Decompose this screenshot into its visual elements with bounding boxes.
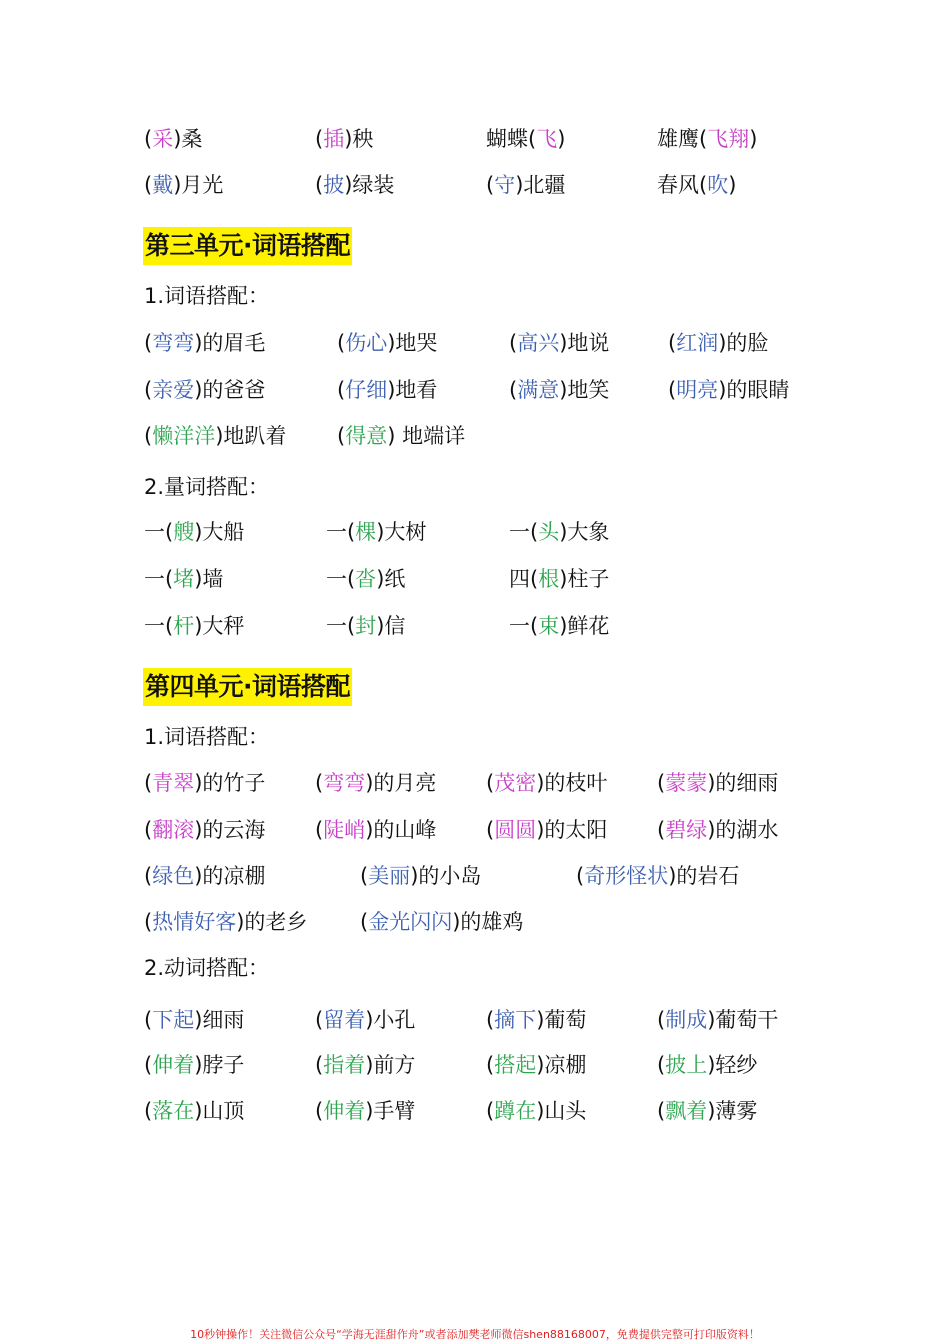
match-item: 雄鹰(飞翔)	[657, 127, 758, 151]
match-item: (圆圆)的太阳	[486, 818, 608, 842]
match-item: 一(杆)大秤	[144, 614, 245, 638]
unit4-verb-row	[0, 1096, 950, 1126]
unit3-heading: 第三单元·词语搭配	[143, 227, 352, 265]
match-item: 一(堵)墙	[144, 567, 224, 591]
match-item: (搭起)凉棚	[486, 1053, 587, 1077]
unit4-word-row	[0, 815, 950, 845]
match-item: (伸着)脖子	[144, 1053, 245, 1077]
match-item: (伤心)地哭	[337, 331, 438, 355]
match-item: 四(根)柱子	[509, 567, 610, 591]
match-item: (亲爱)的爸爸	[144, 378, 266, 402]
match-item: 一(束)鲜花	[509, 614, 610, 638]
match-item: (满意)地笑	[509, 378, 610, 402]
match-item: (指着)前方	[315, 1053, 416, 1077]
unit4-verb-row	[0, 1050, 950, 1080]
unit4-verb-row	[0, 1005, 950, 1035]
match-item: 一(艘)大船	[144, 520, 245, 544]
match-item: (插)秧	[315, 127, 374, 151]
match-item: 一(封)信	[326, 614, 406, 638]
match-item: (留着)小孔	[315, 1008, 416, 1032]
match-item: (仔细)地看	[337, 378, 438, 402]
match-item: (得意) 地端详	[337, 424, 466, 448]
unit4-word-row	[0, 861, 950, 891]
match-item: 蝴蝶(飞)	[486, 127, 566, 151]
match-item: (陡峭)的山峰	[315, 818, 437, 842]
match-item: (美丽)的小岛	[360, 864, 482, 888]
match-item: (热情好客)的老乡	[144, 910, 308, 934]
unit3-word-match-label: 1.词语搭配：	[144, 284, 270, 308]
footer-note: 10秒钟操作！关注微信公众号“学海无涯甜作舟”或者添加樊老师微信shen88168007，免费提供完整可打印版资料！	[190, 1328, 760, 1341]
match-item: (披上)轻纱	[657, 1053, 758, 1077]
match-item: 一(棵)大树	[326, 520, 427, 544]
unit3-measure-row	[0, 517, 950, 547]
unit3-measure-row	[0, 611, 950, 641]
top-row	[0, 124, 950, 154]
match-item: (采)桑	[144, 127, 203, 151]
match-item: (茂密)的枝叶	[486, 771, 608, 795]
match-item: (飘着)薄雾	[657, 1099, 758, 1123]
match-item: (红润)的脸	[668, 331, 769, 355]
match-item: (蹲在)山头	[486, 1099, 587, 1123]
match-item: (翻滚)的云海	[144, 818, 266, 842]
unit4-heading: 第四单元·词语搭配	[143, 668, 352, 706]
match-item: (披)绿装	[315, 173, 395, 197]
match-item: (绿色)的凉棚	[144, 864, 266, 888]
match-item: (弯弯)的眉毛	[144, 331, 266, 355]
unit3-word-row	[0, 375, 950, 405]
match-item: (奇形怪状)的岩石	[576, 864, 740, 888]
unit4-word-match-label: 1.词语搭配：	[144, 725, 270, 749]
match-item: (碧绿)的湖水	[657, 818, 779, 842]
match-item: (守)北疆	[486, 173, 566, 197]
unit3-measure-word-label: 2.量词搭配：	[144, 475, 270, 499]
match-item: (明亮)的眼睛	[668, 378, 790, 402]
match-item: 一(头)大象	[509, 520, 610, 544]
match-item: (制成)葡萄干	[657, 1008, 779, 1032]
match-item: (高兴)地说	[509, 331, 610, 355]
top-row	[0, 170, 950, 200]
match-item: 春风(吹)	[657, 173, 737, 197]
unit4-verb-match-label: 2.动词搭配：	[144, 956, 270, 980]
match-item: (弯弯)的月亮	[315, 771, 437, 795]
match-item: (戴)月光	[144, 173, 224, 197]
match-item: (懒洋洋)地趴着	[144, 424, 287, 448]
unit4-word-row	[0, 768, 950, 798]
unit4-word-row	[0, 907, 950, 937]
unit3-measure-row	[0, 564, 950, 594]
unit3-word-row	[0, 421, 950, 451]
unit3-word-row	[0, 328, 950, 358]
match-item: (摘下)葡萄	[486, 1008, 587, 1032]
match-item: (落在)山顶	[144, 1099, 245, 1123]
match-item: 一(沓)纸	[326, 567, 406, 591]
match-item: (蒙蒙)的细雨	[657, 771, 779, 795]
match-item: (金光闪闪)的雄鸡	[360, 910, 524, 934]
match-item: (伸着)手臂	[315, 1099, 416, 1123]
match-item: (下起)细雨	[144, 1008, 245, 1032]
match-item: (青翠)的竹子	[144, 771, 266, 795]
